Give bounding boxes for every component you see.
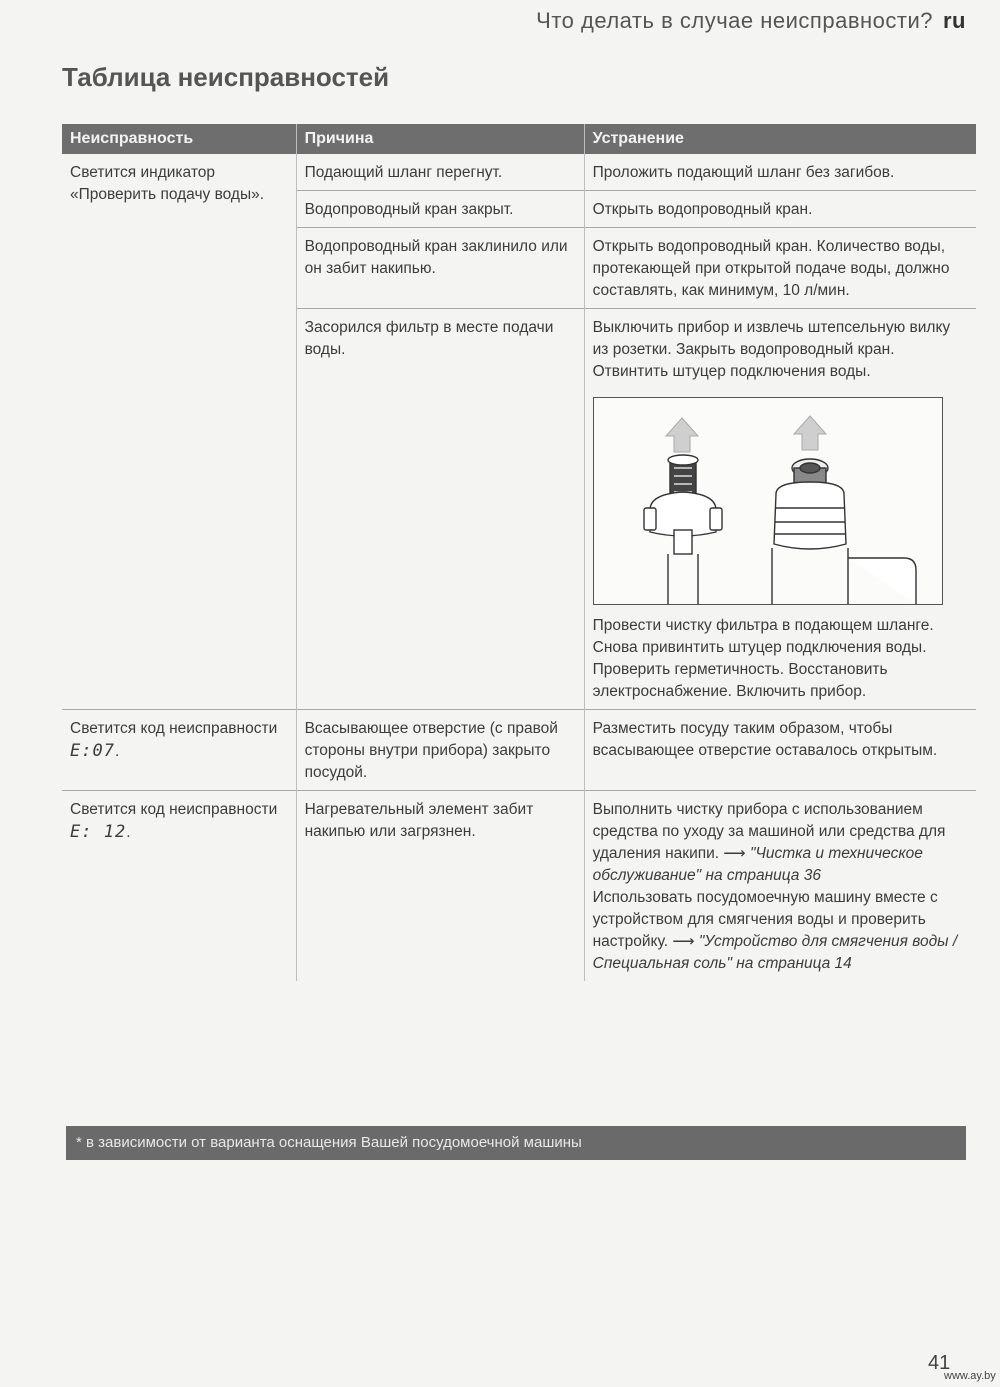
cause-cell: Подающий шланг перегнут. [296, 154, 584, 191]
page-number: 41 [928, 1352, 951, 1374]
table-header-row [62, 124, 976, 154]
fault-cell: Светится код неисправности E:07. [62, 710, 296, 791]
error-code: E:07 [70, 741, 115, 761]
remedy-cell: Открыть водопроводный кран. Количество воды, протекающей при открытой подаче воды, должно составлять, как минимум, 10 л/мин. [584, 228, 976, 309]
table-row [62, 791, 976, 982]
remedy-cell [584, 309, 976, 710]
remedy-cell: Открыть водопроводный кран. [584, 191, 976, 228]
cross-reference-link[interactable]: "Чистка и техническое обслуживание" на страница 36 [592, 845, 923, 884]
fault-table [62, 124, 976, 981]
error-code: E: 12 [70, 822, 127, 842]
remedy-cell: Разместить посуду таким образом, чтобы всасывающее отверстие оставалось открытым. [584, 710, 976, 791]
cross-reference-link[interactable]: "Устройство для смягчения воды / Специальная соль" на страница 14 [592, 933, 958, 972]
header-cause: Причина [296, 124, 584, 154]
section-title: Что делать в случае неисправности? [536, 8, 933, 33]
running-header [536, 8, 966, 34]
arrow-right-icon: ⟶ [672, 933, 695, 950]
cause-cell: Засорился фильтр в месте подачи воды. [296, 309, 584, 710]
header-fault: Неисправность [62, 124, 296, 154]
arrow-right-icon: ⟶ [723, 845, 746, 862]
table-row [62, 710, 976, 791]
remedy-cell: Проложить подающий шланг без загибов. [584, 154, 976, 191]
cause-cell: Нагревательный элемент забит накипью или загрязнен. [296, 791, 584, 982]
header-remedy: Устранение [584, 124, 976, 154]
footnote: * в зависимости от варианта оснащения Вашей посудомоечной машины [66, 1126, 966, 1160]
table-row [62, 154, 976, 191]
remedy-text-after: Провести чистку фильтра в подающем шланге. Снова привинтить штуцер подключения воды. Проверить герметичность. Восстановить электроснабжение. Включить прибор. [592, 617, 934, 700]
water-connector-icon [772, 459, 916, 604]
hose-nut-icon [644, 492, 722, 604]
language-code: ru [943, 8, 966, 33]
remedy-text-before: Выключить прибор и извлечь штепсельную вилку из розетки. Закрыть водопроводный кран. Отвинтить штуцер подключения воды. [592, 319, 951, 380]
cause-cell: Водопроводный кран заклинило или он забит накипью. [296, 228, 584, 309]
fault-cell: Светится код неисправности E: 12. [62, 791, 296, 982]
watermark: www.ay.by [944, 1370, 996, 1382]
cause-cell: Водопроводный кран закрыт. [296, 191, 584, 228]
remedy-cell: Выполнить чистку прибора с использованием средства по уходу за машиной или средства для удаления накипи. ⟶ "Чистка и техническое обслуживание" на страница 36 Использовать посудомоечную машину вместе с устройством для смягчения воды и проверить настройку. ⟶ "Устройство для смягчения воды / Специальная соль" на страница 14 [584, 791, 976, 982]
up-arrow-icon [666, 418, 698, 452]
cause-cell: Всасывающее отверстие (с правой стороны внутри прибора) закрыто посудой. [296, 710, 584, 791]
filter-illustration [593, 397, 943, 605]
page-title: Таблица неисправностей [62, 62, 390, 92]
fault-cell: Светится индикатор «Проверить подачу воды». [70, 164, 265, 203]
up-arrow-icon [794, 416, 826, 450]
filter-drawing [594, 398, 942, 604]
